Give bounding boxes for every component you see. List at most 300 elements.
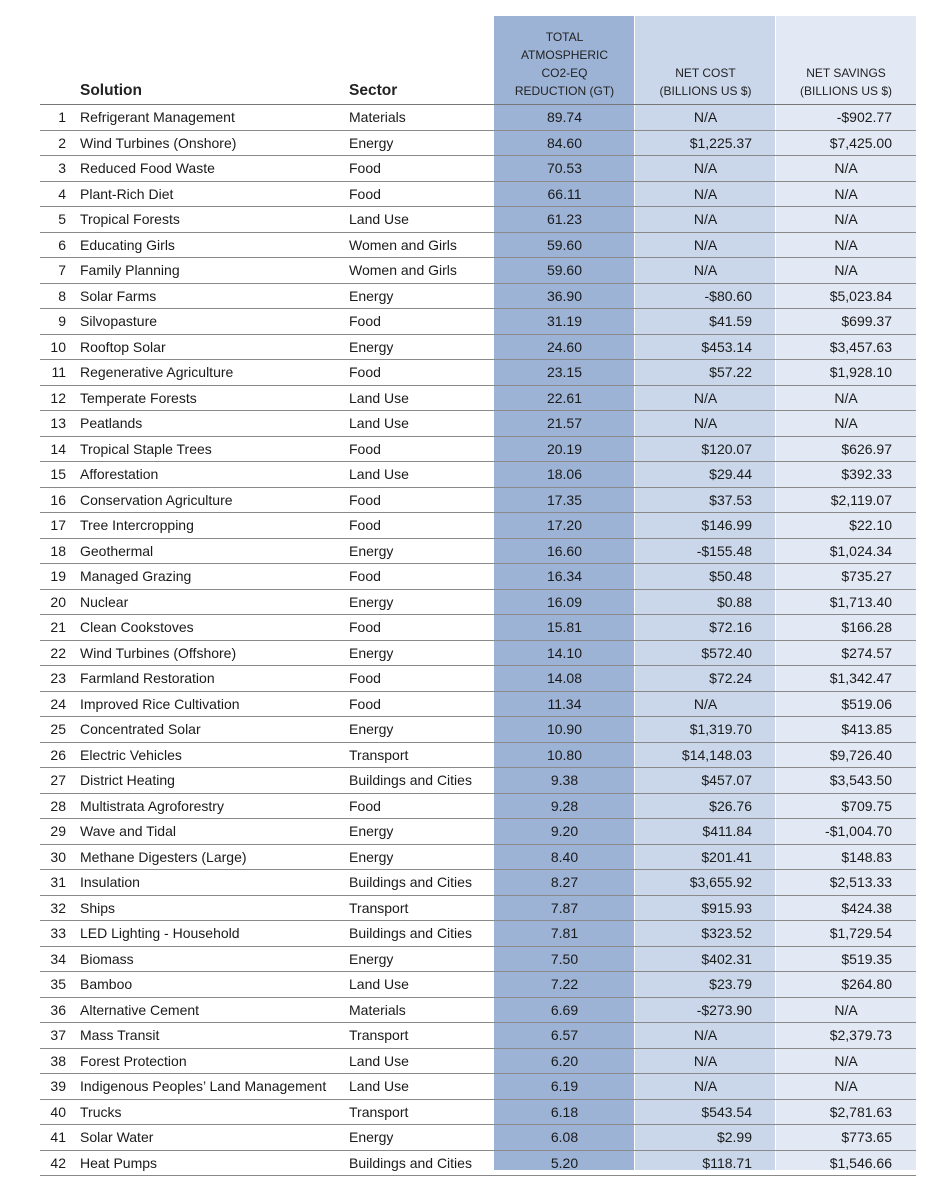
sector-cell: Food [349,691,494,717]
solution-cell: Wave and Tidal [80,819,349,845]
net-savings-cell: N/A [776,385,916,411]
sector-cell: Buildings and Cities [349,870,494,896]
table-row [40,589,916,615]
net-cost-cell: $23.79 [635,972,776,998]
sector-cell: Food [349,156,494,182]
net-cost-cell: $57.22 [635,360,776,386]
net-cost-cell: N/A [635,258,776,284]
reduction-cell: 14.10 [494,640,635,666]
net-savings-cell: N/A [776,1074,916,1100]
sector-cell: Buildings and Cities [349,1150,494,1176]
solution-cell: Electric Vehicles [80,742,349,768]
rank-cell: 35 [40,972,80,998]
net-savings-cell: $148.83 [776,844,916,870]
sector-cell: Energy [349,946,494,972]
rank-cell: 11 [40,360,80,386]
sector-cell: Land Use [349,385,494,411]
reduction-cell: 59.60 [494,232,635,258]
sector-cell: Energy [349,717,494,743]
net-savings-cell: $7,425.00 [776,130,916,156]
sector-cell: Food [349,436,494,462]
net-cost-header-line: (BILLIONS US $) [659,84,752,98]
net-savings-cell: N/A [776,156,916,182]
rank-cell: 34 [40,946,80,972]
rank-cell: 30 [40,844,80,870]
net-cost-header [635,16,776,105]
solution-cell: Tree Intercropping [80,513,349,539]
rank-cell: 27 [40,768,80,794]
rank-cell: 18 [40,538,80,564]
net-cost-cell: $201.41 [635,844,776,870]
net-cost-cell: $41.59 [635,309,776,335]
solution-cell: Concentrated Solar [80,717,349,743]
reduction-cell: 84.60 [494,130,635,156]
reduction-cell: 16.34 [494,564,635,590]
table-row [40,1074,916,1100]
reduction-cell: 6.69 [494,997,635,1023]
rank-cell: 7 [40,258,80,284]
reduction-cell: 11.34 [494,691,635,717]
sector-cell: Energy [349,640,494,666]
total-reduction-header-line: TOTAL [545,30,584,44]
table-header [40,16,916,105]
net-savings-cell: $1,729.54 [776,921,916,947]
table-row [40,819,916,845]
rank-cell: 22 [40,640,80,666]
table-row [40,232,916,258]
reduction-cell: 21.57 [494,411,635,437]
reduction-cell: 23.15 [494,360,635,386]
net-savings-cell: $22.10 [776,513,916,539]
table-row [40,921,916,947]
solutions-table-container [40,16,916,1176]
rank-cell: 24 [40,691,80,717]
reduction-cell: 59.60 [494,258,635,284]
table-row [40,411,916,437]
rank-cell: 23 [40,666,80,692]
net-savings-cell: N/A [776,997,916,1023]
net-cost-cell: N/A [635,232,776,258]
rank-cell: 28 [40,793,80,819]
total-reduction-header-line: REDUCTION (GT) [514,84,615,98]
net-cost-cell: $453.14 [635,334,776,360]
solution-cell: Biomass [80,946,349,972]
table-row [40,666,916,692]
table-row [40,207,916,233]
reduction-cell: 20.19 [494,436,635,462]
reduction-cell: 36.90 [494,283,635,309]
sector-cell: Land Use [349,411,494,437]
reduction-cell: 66.11 [494,181,635,207]
net-cost-cell: N/A [635,181,776,207]
sector-cell: Land Use [349,1074,494,1100]
net-savings-cell: -$902.77 [776,105,916,131]
table-row [40,258,916,284]
reduction-cell: 16.60 [494,538,635,564]
sector-cell: Food [349,793,494,819]
table-row [40,105,916,131]
net-cost-cell: N/A [635,1074,776,1100]
net-savings-cell: $413.85 [776,717,916,743]
rank-cell: 15 [40,462,80,488]
solution-cell: Bamboo [80,972,349,998]
net-savings-header-line: (BILLIONS US $) [799,84,893,98]
net-savings-cell: $2,379.73 [776,1023,916,1049]
net-cost-cell: -$80.60 [635,283,776,309]
solution-cell: Methane Digesters (Large) [80,844,349,870]
table-row [40,717,916,743]
reduction-cell: 70.53 [494,156,635,182]
sector-cell: Buildings and Cities [349,921,494,947]
net-cost-cell: N/A [635,1023,776,1049]
solution-cell: District Heating [80,768,349,794]
table-row [40,181,916,207]
net-savings-cell: $1,928.10 [776,360,916,386]
solution-cell: Peatlands [80,411,349,437]
solution-cell: Regenerative Agriculture [80,360,349,386]
rank-cell: 20 [40,589,80,615]
reduction-cell: 7.81 [494,921,635,947]
reduction-cell: 22.61 [494,385,635,411]
net-cost-cell: $323.52 [635,921,776,947]
net-savings-cell: $709.75 [776,793,916,819]
rank-cell: 38 [40,1048,80,1074]
reduction-cell: 16.09 [494,589,635,615]
net-savings-cell: $424.38 [776,895,916,921]
net-cost-cell: $402.31 [635,946,776,972]
table-row [40,130,916,156]
rank-cell: 4 [40,181,80,207]
net-savings-cell: $166.28 [776,615,916,641]
solution-cell: Afforestation [80,462,349,488]
net-cost-cell: $915.93 [635,895,776,921]
net-savings-cell: N/A [776,411,916,437]
sector-cell: Transport [349,895,494,921]
net-savings-header-line: NET SAVINGS [806,66,886,80]
solution-cell: Silvopasture [80,309,349,335]
rank-cell: 9 [40,309,80,335]
net-cost-cell: $72.16 [635,615,776,641]
sector-cell: Food [349,513,494,539]
sector-cell: Land Use [349,972,494,998]
reduction-cell: 9.20 [494,819,635,845]
rank-cell: 8 [40,283,80,309]
table-row [40,462,916,488]
rank-cell: 32 [40,895,80,921]
solution-cell: Tropical Staple Trees [80,436,349,462]
net-cost-cell: $543.54 [635,1099,776,1125]
table-row [40,1099,916,1125]
reduction-cell: 6.18 [494,1099,635,1125]
rank-cell: 29 [40,819,80,845]
reduction-cell: 5.20 [494,1150,635,1176]
table-row [40,436,916,462]
solution-cell: Wind Turbines (Offshore) [80,640,349,666]
rank-cell: 12 [40,385,80,411]
solution-cell: Rooftop Solar [80,334,349,360]
table-row [40,615,916,641]
net-cost-cell: $572.40 [635,640,776,666]
table-row [40,640,916,666]
sector-cell: Energy [349,589,494,615]
solution-cell: Solar Water [80,1125,349,1151]
solution-cell: Alternative Cement [80,997,349,1023]
solution-cell: Geothermal [80,538,349,564]
reduction-cell: 9.38 [494,768,635,794]
net-cost-cell: N/A [635,1048,776,1074]
header-row [40,16,916,105]
reduction-cell: 18.06 [494,462,635,488]
rank-cell: 42 [40,1150,80,1176]
reduction-cell: 31.19 [494,309,635,335]
rank-cell: 5 [40,207,80,233]
rank-cell: 25 [40,717,80,743]
table-row [40,1023,916,1049]
solution-cell: Solar Farms [80,283,349,309]
net-savings-cell: N/A [776,1048,916,1074]
net-savings-cell: $519.35 [776,946,916,972]
reduction-cell: 6.57 [494,1023,635,1049]
solution-cell: Nuclear [80,589,349,615]
net-savings-cell: $735.27 [776,564,916,590]
net-cost-cell: $1,225.37 [635,130,776,156]
table-row [40,1150,916,1176]
reduction-cell: 6.08 [494,1125,635,1151]
net-cost-cell: $14,148.03 [635,742,776,768]
solution-cell: Mass Transit [80,1023,349,1049]
net-savings-cell: $2,781.63 [776,1099,916,1125]
solution-cell: Insulation [80,870,349,896]
table-body [40,105,916,1176]
net-savings-cell: $1,024.34 [776,538,916,564]
net-savings-cell: $5,023.84 [776,283,916,309]
sector-cell: Land Use [349,462,494,488]
reduction-cell: 8.27 [494,870,635,896]
solution-cell: Indigenous Peoples’ Land Management [80,1074,349,1100]
rank-cell: 13 [40,411,80,437]
table-row [40,487,916,513]
net-cost-cell: N/A [635,411,776,437]
net-cost-cell: $26.76 [635,793,776,819]
solutions-table [40,16,916,1176]
solution-cell: Refrigerant Management [80,105,349,131]
table-row [40,768,916,794]
table-row [40,360,916,386]
solution-cell: Improved Rice Cultivation [80,691,349,717]
net-savings-cell: $2,513.33 [776,870,916,896]
reduction-cell: 89.74 [494,105,635,131]
sector-cell: Food [349,360,494,386]
sector-cell: Food [349,564,494,590]
solution-cell: Heat Pumps [80,1150,349,1176]
net-cost-cell: $0.88 [635,589,776,615]
reduction-cell: 6.20 [494,1048,635,1074]
sector-cell: Buildings and Cities [349,768,494,794]
net-cost-cell: N/A [635,105,776,131]
solution-cell: Farmland Restoration [80,666,349,692]
net-savings-cell: $264.80 [776,972,916,998]
net-savings-cell: $2,119.07 [776,487,916,513]
net-cost-cell: N/A [635,156,776,182]
reduction-cell: 14.08 [494,666,635,692]
sector-cell: Women and Girls [349,258,494,284]
net-cost-cell: N/A [635,207,776,233]
net-cost-header-line: NET COST [675,66,736,80]
sector-cell: Food [349,666,494,692]
solution-cell: Ships [80,895,349,921]
net-cost-cell: $37.53 [635,487,776,513]
rank-cell: 1 [40,105,80,131]
solution-cell: Clean Cookstoves [80,615,349,641]
sector-header: Sector [349,16,494,105]
rank-cell: 19 [40,564,80,590]
net-savings-cell: N/A [776,232,916,258]
table-row [40,538,916,564]
sector-cell: Transport [349,1099,494,1125]
solution-cell: Forest Protection [80,1048,349,1074]
solution-cell: Conservation Agriculture [80,487,349,513]
net-cost-cell: N/A [635,385,776,411]
net-cost-cell: $2.99 [635,1125,776,1151]
solution-cell: Multistrata Agroforestry [80,793,349,819]
table-row [40,1125,916,1151]
table-row [40,156,916,182]
solution-cell: LED Lighting - Household [80,921,349,947]
table-row [40,309,916,335]
sector-cell: Food [349,615,494,641]
solution-cell: Plant-Rich Diet [80,181,349,207]
net-savings-header [776,16,916,105]
rank-cell: 40 [40,1099,80,1125]
solution-header: Solution [80,16,349,105]
net-cost-cell: $1,319.70 [635,717,776,743]
sector-cell: Energy [349,844,494,870]
net-cost-cell: $3,655.92 [635,870,776,896]
net-cost-cell: $120.07 [635,436,776,462]
net-cost-cell: N/A [635,691,776,717]
net-savings-cell: $1,546.66 [776,1150,916,1176]
net-cost-cell: $146.99 [635,513,776,539]
net-savings-cell: N/A [776,181,916,207]
net-cost-cell: -$155.48 [635,538,776,564]
reduction-cell: 6.19 [494,1074,635,1100]
net-savings-cell: -$1,004.70 [776,819,916,845]
table-row [40,793,916,819]
net-cost-cell: $50.48 [635,564,776,590]
solution-cell: Reduced Food Waste [80,156,349,182]
table-row [40,844,916,870]
sector-cell: Women and Girls [349,232,494,258]
sector-cell: Energy [349,130,494,156]
table-row [40,870,916,896]
total-reduction-header [494,16,635,105]
rank-cell: 16 [40,487,80,513]
solution-cell: Temperate Forests [80,385,349,411]
rank-cell: 14 [40,436,80,462]
net-savings-cell: N/A [776,207,916,233]
rank-cell: 26 [40,742,80,768]
rank-cell: 36 [40,997,80,1023]
rank-cell: 2 [40,130,80,156]
solution-cell: Managed Grazing [80,564,349,590]
sector-cell: Food [349,181,494,207]
total-reduction-header-line: CO2-EQ [541,66,588,80]
sector-cell: Transport [349,742,494,768]
solution-cell: Tropical Forests [80,207,349,233]
sector-cell: Energy [349,1125,494,1151]
reduction-cell: 15.81 [494,615,635,641]
net-cost-cell: $118.71 [635,1150,776,1176]
sector-cell: Food [349,309,494,335]
sector-cell: Energy [349,538,494,564]
sector-cell: Energy [349,819,494,845]
reduction-cell: 9.28 [494,793,635,819]
reduction-cell: 10.80 [494,742,635,768]
table-row [40,742,916,768]
net-cost-cell: $72.24 [635,666,776,692]
rank-cell: 31 [40,870,80,896]
net-savings-cell: $519.06 [776,691,916,717]
solution-cell: Wind Turbines (Onshore) [80,130,349,156]
reduction-cell: 10.90 [494,717,635,743]
net-cost-cell: $457.07 [635,768,776,794]
sector-cell: Materials [349,997,494,1023]
net-savings-cell: $1,713.40 [776,589,916,615]
solution-cell: Educating Girls [80,232,349,258]
net-savings-cell: $773.65 [776,1125,916,1151]
sector-cell: Land Use [349,1048,494,1074]
net-savings-cell: $1,342.47 [776,666,916,692]
reduction-cell: 17.35 [494,487,635,513]
net-cost-cell: $29.44 [635,462,776,488]
rank-cell: 37 [40,1023,80,1049]
table-row [40,997,916,1023]
reduction-cell: 61.23 [494,207,635,233]
net-savings-cell: $626.97 [776,436,916,462]
reduction-cell: 7.50 [494,946,635,972]
rank-header [40,16,80,105]
rank-cell: 39 [40,1074,80,1100]
sector-cell: Energy [349,334,494,360]
sector-cell: Food [349,487,494,513]
sector-cell: Energy [349,283,494,309]
table-row [40,334,916,360]
table-row [40,385,916,411]
sector-cell: Land Use [349,207,494,233]
table-row [40,972,916,998]
table-row [40,283,916,309]
table-row [40,564,916,590]
rank-cell: 10 [40,334,80,360]
reduction-cell: 7.87 [494,895,635,921]
net-savings-cell: $274.57 [776,640,916,666]
rank-cell: 41 [40,1125,80,1151]
total-reduction-header-line: ATMOSPHERIC [520,48,609,62]
net-savings-cell: $392.33 [776,462,916,488]
reduction-cell: 7.22 [494,972,635,998]
net-savings-cell: $3,543.50 [776,768,916,794]
net-savings-cell: $699.37 [776,309,916,335]
table-row [40,1048,916,1074]
rank-cell: 33 [40,921,80,947]
net-savings-cell: $3,457.63 [776,334,916,360]
reduction-cell: 24.60 [494,334,635,360]
reduction-cell: 17.20 [494,513,635,539]
table-row [40,946,916,972]
reduction-cell: 8.40 [494,844,635,870]
solution-cell: Trucks [80,1099,349,1125]
net-cost-cell: -$273.90 [635,997,776,1023]
